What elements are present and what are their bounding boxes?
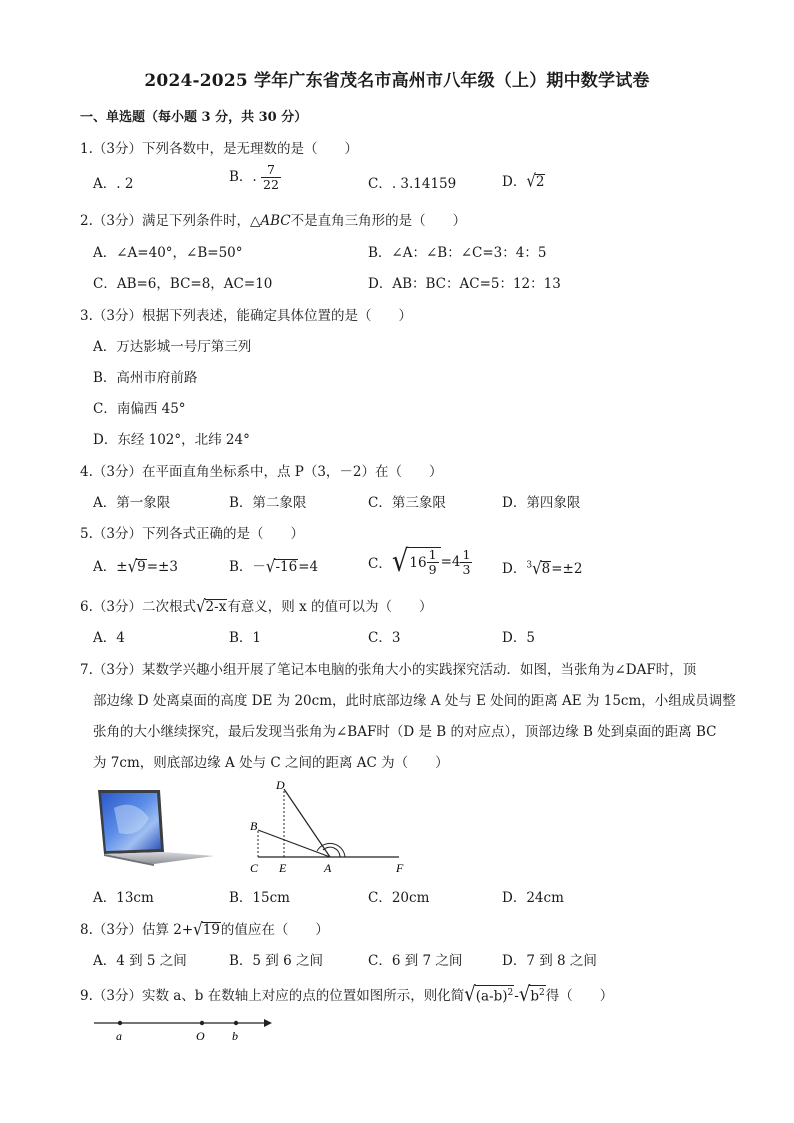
point-a xyxy=(118,1021,122,1025)
q2-option-a[interactable]: A．∠A=40°，∠B=50° xyxy=(93,245,243,261)
question-1-stem: 1.（3分）下列各数中，是无理数的是（ ） xyxy=(80,141,358,157)
q6-stem-post: 有意义，则 x 的值可以为（ ） xyxy=(227,599,433,615)
q5-d-pre: D． xyxy=(502,561,527,577)
angle-arc-outer xyxy=(317,843,345,857)
q3-option-c[interactable]: C．南偏西 45° xyxy=(93,401,186,417)
q6-radicand: 2-x xyxy=(205,599,227,615)
sqrt-symbol: √ xyxy=(193,918,203,940)
sqrt-symbol: √ xyxy=(518,982,531,1007)
q5-c-denominator: 9 xyxy=(428,562,437,577)
q6-option-c[interactable]: C．3 xyxy=(368,630,401,646)
q4-option-d[interactable]: D．第四象限 xyxy=(502,495,581,511)
q1-option-b-fraction xyxy=(261,163,281,192)
q2-stem-var: ABC xyxy=(260,213,291,229)
q5-d-radicand: 8 xyxy=(541,561,551,577)
q6-option-b[interactable]: B．1 xyxy=(229,630,262,646)
q5-c-radicand xyxy=(407,547,440,577)
point-o xyxy=(200,1021,204,1025)
q5-c-result-numerator: 1 xyxy=(462,546,471,562)
number-line-figure xyxy=(92,1015,278,1045)
q1-b-numerator: 7 xyxy=(261,163,281,178)
q1-option-c[interactable]: C．. 3.14159 xyxy=(368,176,457,192)
q1-option-d-label: D． xyxy=(502,174,527,190)
q5-a-pre: A．± xyxy=(93,559,128,575)
geometry-figure xyxy=(244,775,414,875)
q7-option-d[interactable]: D．24cm xyxy=(502,890,564,906)
point-b xyxy=(234,1021,238,1025)
question-8-stem xyxy=(80,918,329,938)
q6-stem-pre: 6.（3分）二次根式 xyxy=(80,599,196,615)
q5-c-expression xyxy=(368,544,472,580)
q8-option-b[interactable]: B．5 到 6 之间 xyxy=(229,953,323,969)
q1-option-d[interactable] xyxy=(502,170,545,190)
q6-option-a[interactable]: A．4 xyxy=(93,630,125,646)
q5-d-post: =±2 xyxy=(551,561,583,577)
q5-option-d[interactable] xyxy=(502,557,582,577)
label-a: A xyxy=(324,861,332,875)
segment-da xyxy=(284,789,330,857)
q2-option-c[interactable]: C．AB=6，BC=8，AC=10 xyxy=(93,276,273,292)
sqrt-symbol: √ xyxy=(391,544,409,580)
number-line-arrow-icon xyxy=(264,1019,272,1027)
label-f: F xyxy=(396,861,404,875)
q5-c-result-fraction xyxy=(460,548,472,577)
segment-ba xyxy=(258,830,330,857)
label-o: O xyxy=(196,1029,205,1043)
q9-rad1-base: (a-b) xyxy=(475,988,508,1004)
q4-option-c[interactable]: C．第三象限 xyxy=(368,495,446,511)
q8-option-a[interactable]: A．4 到 5 之间 xyxy=(93,953,187,969)
label-b: B xyxy=(250,819,258,833)
q7-option-a[interactable]: A．13cm xyxy=(93,890,154,906)
q2-option-d[interactable]: D．AB：BC：AC=5：12：13 xyxy=(368,276,561,292)
q2-stem-post: 不是直角三角形的是（ ） xyxy=(290,213,467,229)
q5-a-radicand: 9 xyxy=(137,559,146,575)
q5-option-b[interactable] xyxy=(229,555,318,575)
q6-option-d[interactable]: D．5 xyxy=(502,630,535,646)
q7-option-c[interactable]: C．20cm xyxy=(368,890,430,906)
page-title: 2024-2025 学年广东省茂名市高州市八年级（上）期中数学试卷 xyxy=(144,71,650,91)
q3-option-b[interactable]: B．高州市府前路 xyxy=(93,370,198,386)
sqrt-symbol: √ xyxy=(464,982,476,1007)
q8-option-d[interactable]: D．7 到 8 之间 xyxy=(502,953,597,969)
q1-d-radicand: 2 xyxy=(535,174,545,190)
q1-option-b-label: B．. xyxy=(229,169,257,185)
q9-radicand-1 xyxy=(475,985,515,1005)
q9-stem-post: 得（ ） xyxy=(545,988,614,1004)
q5-a-post: =±3 xyxy=(146,559,178,575)
q1-b-denominator: 22 xyxy=(263,177,279,192)
q9-radicand-2 xyxy=(529,985,545,1005)
q5-option-c[interactable] xyxy=(368,544,472,580)
q5-c-fraction xyxy=(427,548,439,577)
question-7-line-4: 为 7cm，则底部边缘 A 处与 C 之间的距离 AC 为（ ） xyxy=(93,755,449,771)
q8-stem-post: 的值应在（ ） xyxy=(220,922,329,938)
label-e: E xyxy=(279,861,287,875)
q5-b-radicand: -16 xyxy=(275,559,298,575)
q1-option-a[interactable]: A．. 2 xyxy=(93,176,134,192)
q5-c-whole: 16 xyxy=(409,554,427,571)
q5-c-equals: =4 xyxy=(440,554,461,570)
q5-b-pre: B．－ xyxy=(229,559,266,575)
laptop-image xyxy=(94,788,216,866)
q3-option-a[interactable]: A．万达影城一号厅第三列 xyxy=(93,339,252,355)
q4-option-a[interactable]: A．第一象限 xyxy=(93,495,171,511)
q3-option-d[interactable]: D．东经 102°，北纬 24° xyxy=(93,432,250,448)
q2-stem-pre: 2.（3分）满足下列条件时，△ xyxy=(80,213,261,229)
q9-rad2-exponent: 2 xyxy=(538,987,545,998)
sqrt-symbol: √ xyxy=(532,557,542,579)
label-a: a xyxy=(116,1029,122,1043)
label-d: D xyxy=(276,778,285,792)
q2-option-b[interactable]: B．∠A：∠B：∠C=3：4：5 xyxy=(368,245,547,261)
label-b: b xyxy=(232,1029,238,1043)
question-5-stem: 5.（3分）下列各式正确的是（ ） xyxy=(80,526,304,542)
sqrt-symbol: √ xyxy=(127,555,138,577)
q5-c-pre: C． xyxy=(368,556,392,572)
q4-option-b[interactable]: B．第二象限 xyxy=(229,495,307,511)
q9-rad1-exponent: 2 xyxy=(507,987,514,998)
question-3-stem: 3.（3分）根据下列表述，能确定具体位置的是（ ） xyxy=(80,308,412,324)
q9-stem-pre: 9.（3分）实数 a、b 在数轴上对应的点的位置如图所示，则化简 xyxy=(80,988,465,1004)
question-7-line-2: 部边缘 D 处离桌面的高度 DE 为 20cm，此时底部边缘 A 处与 E 处间的距离 AE 为 15cm，小组成员调整 xyxy=(93,693,736,709)
q1-option-b[interactable] xyxy=(229,163,281,192)
sqrt-symbol: √ xyxy=(265,555,276,577)
q7-option-b[interactable]: B．15cm xyxy=(229,890,290,906)
q5-option-a[interactable] xyxy=(93,555,178,575)
q5-c-result-denominator: 3 xyxy=(462,561,471,577)
question-7-line-1: 7.（3分）某数学兴趣小组开展了笔记本电脑的张角大小的实践探究活动．如图，当张角为∠DAF时，顶 xyxy=(80,662,697,678)
section-heading: 一、单选题（每小题 3 分，共 30 分） xyxy=(80,110,308,125)
q8-radicand: 19 xyxy=(202,922,220,938)
question-6-stem xyxy=(80,595,433,615)
label-c: C xyxy=(250,861,259,875)
question-7-line-3: 张角的大小继续探究，最后发现当张角为∠BAF时（D 是 B 的对应点），顶部边缘 B 处到桌面的距离 BC xyxy=(93,724,717,740)
sqrt-symbol: √ xyxy=(195,595,206,617)
question-9-stem xyxy=(80,984,613,1005)
question-2-stem xyxy=(80,209,466,229)
q8-stem-pre: 8.（3分）估算 2+ xyxy=(80,922,194,938)
q9-minus: - xyxy=(514,988,519,1004)
q5-d-index: 3 xyxy=(526,560,533,571)
q5-c-numerator: 1 xyxy=(428,547,437,562)
q9-rad2-base: b xyxy=(530,988,539,1004)
sqrt-symbol: √ xyxy=(526,170,536,192)
q5-b-post: =4 xyxy=(298,559,319,575)
question-4-stem: 4.（3分）在平面直角坐标系中，点 P（3，－2）在（ ） xyxy=(80,464,443,480)
q8-option-c[interactable]: C．6 到 7 之间 xyxy=(368,953,463,969)
